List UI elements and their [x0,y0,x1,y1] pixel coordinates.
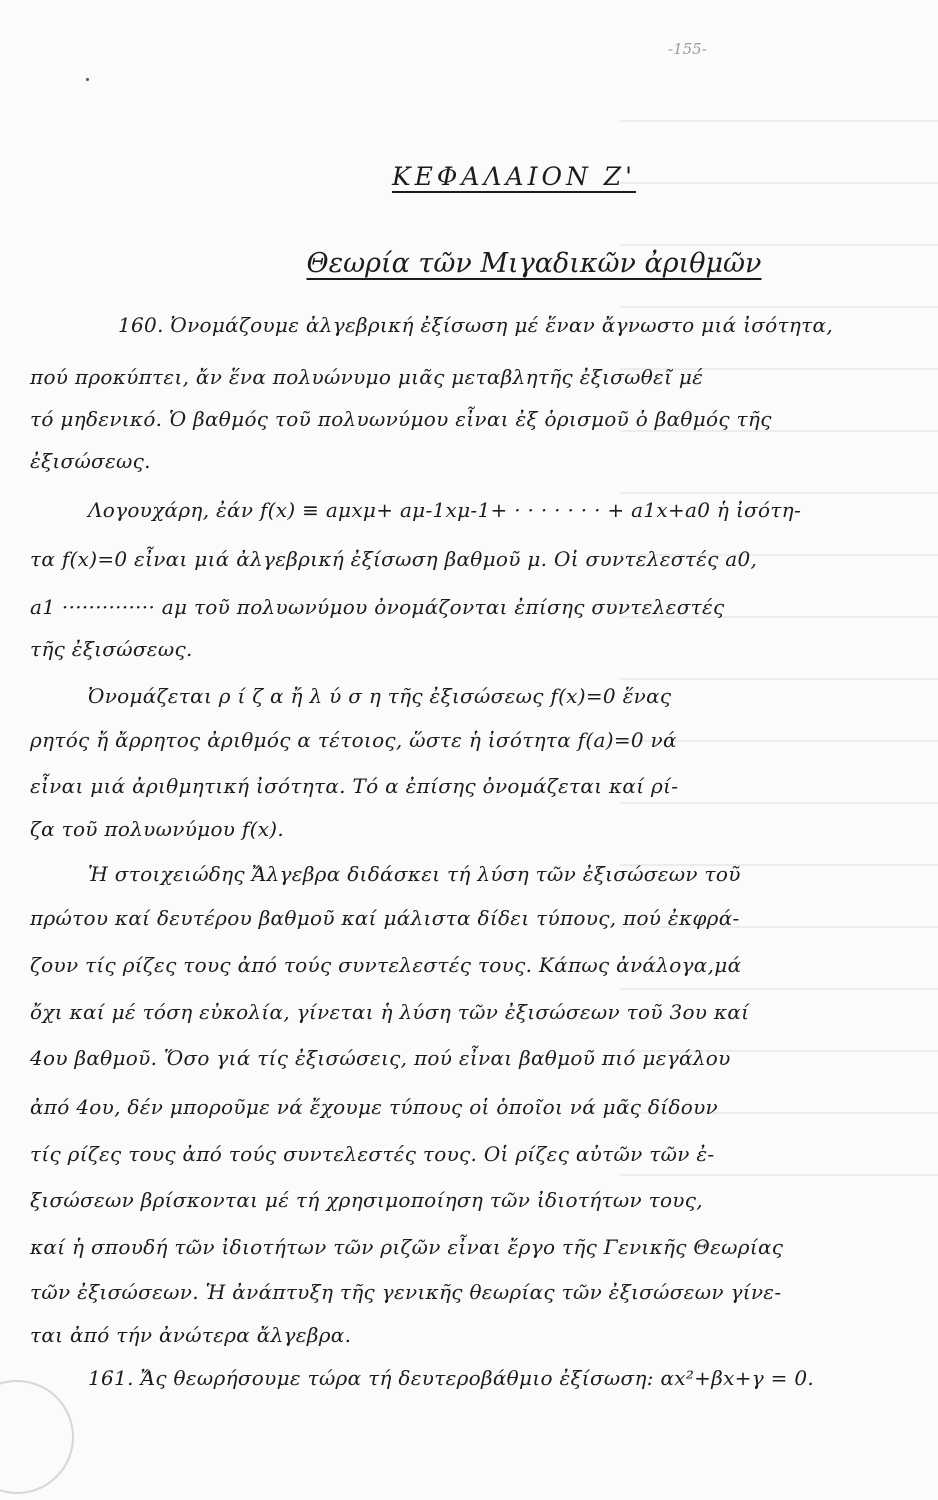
chapter-title: ΚΕΦΑΛΑΙΟΝ Ζ' [391,162,637,191]
text-line: τῶν ἐξισώσεων. Ἡ ἀνάπτυξη τῆς γενικῆς θεωρίας τῶν ἐξισώσεων γίνε- [30,1280,782,1304]
text-line: Ὀνομάζεται ρ ί ζ α ἤ λ ύ σ η τῆς ἐξισώσεως f(x)=0 ἕνας [88,684,672,708]
text-line: ρητός ἤ ἄρρητος ἀριθμός α τέτοιος, ὥστε ἡ ἰσότητα f(a)=0 νά [30,728,677,752]
text-line: Λογουχάρη, ἐάν f(x) ≡ aμxμ+ aμ-1xμ-1+ · · · · · · · + a1x+a0 ἡ ἰσότη- [88,498,802,522]
text-line: 161. Ἄς θεωρήσουμε τώρα τή δευτεροβάθμιο ἐξίσωση: αx²+βx+γ = 0. [88,1366,815,1390]
text-line: ζουν τίς ρίζες τους ἀπό τούς συντελεστές τους. Κάπως ἀνάλογα,μά [30,953,742,977]
text-line: πού προκύπτει, ἄν ἕνα πολυώνυμο μιᾶς μεταβλητῆς ἐξισωθεῖ μέ [30,365,704,389]
section-title: Θεωρία τῶν Μιγαδικῶν ἀριθμῶν [306,248,762,279]
text-line: τα f(x)=0 εἶναι μιά ἀλγεβρική ἐξίσωση βαθμοῦ μ. Οἱ συντελεστές a0, [30,547,758,571]
library-stamp [0,1380,74,1494]
text-line: τίς ρίζες τους ἀπό τούς συντελεστές τους. Οἱ ρίζες αὐτῶν τῶν ἐ- [30,1142,715,1166]
text-line: τῆς ἐξισώσεως. [30,637,193,661]
text-line: τό μηδενικό. Ὁ βαθμός τοῦ πολυωνύμου εἶναι ἐξ ὁρισμοῦ ὁ βαθμός τῆς [30,407,772,431]
speck [86,78,89,81]
text-line: 4ου βαθμοῦ. Ὅσο γιά τίς ἐξισώσεις, πού εἶναι βαθμοῦ πιό μεγάλου [30,1046,731,1070]
text-line: καί ἡ σπουδή τῶν ἰδιοτήτων τῶν ριζῶν εἶναι ἔργο τῆς Γενικῆς Θεωρίας [30,1235,784,1259]
text-line: 160. Ὀνομάζουμε ἀλγεβρική ἐξίσωση μέ ἕναν ἄγνωστο μιά ἰσότητα, [118,313,833,337]
text-line: ξισώσεων βρίσκονται μέ τή χρησιμοποίηση τῶν ἰδιοτήτων τους, [30,1188,703,1212]
text-line: Ἡ στοιχειώδης Ἄλγεβρα διδάσκει τή λύση τῶν ἐξισώσεων τοῦ [88,862,741,886]
text-line: a1 ·············· aμ τοῦ πολυωνύμου ὀνομάζονται ἐπίσης συντελεστές [30,595,725,619]
text-line: πρώτου καί δευτέρου βαθμοῦ καί μάλιστα δίδει τύπους, πού ἐκφρά- [30,906,740,930]
text-line: εἶναι μιά ἀριθμητική ἰσότητα. Τό α ἐπίσης ὀνομάζεται καί ρί- [30,774,679,798]
text-line: ἀπό 4ου, δέν μποροῦμε νά ἔχουμε τύπους οἱ ὁποῖοι νά μᾶς δίδουν [30,1095,719,1119]
page-number: -155- [668,40,707,58]
text-line: ζα τοῦ πολυωνύμου f(x). [30,817,285,841]
text-line: ὄχι καί μέ τόση εὐκολία, γίνεται ἡ λύση τῶν ἐξισώσεων τοῦ 3ου καί [30,1000,750,1024]
text-line: ται ἀπό τήν ἀνώτερα ἄλγεβρα. [30,1323,352,1347]
text-line: ἐξισώσεως. [30,449,151,473]
